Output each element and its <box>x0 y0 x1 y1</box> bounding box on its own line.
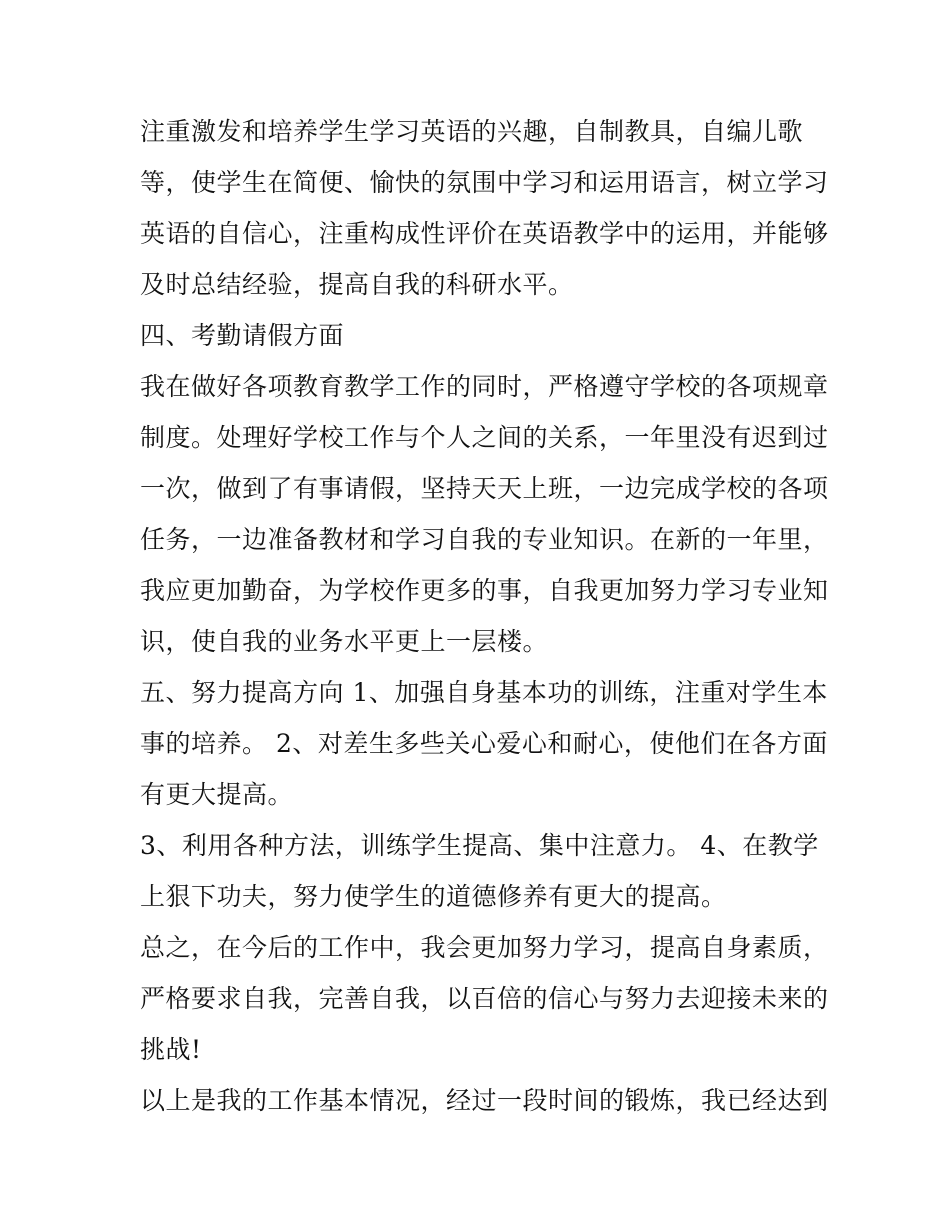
text-line: 总之，在今后的工作中，我会更加努力学习，提高自身素质， <box>140 933 829 962</box>
text-line: 任务，一边准备教材和学习自我的专业知识。在新的一年里， <box>140 525 829 554</box>
text-line: 一次，做到了有事请假，坚持天天上班，一边完成学校的各项 <box>140 474 829 503</box>
text-line: 注重激发和培养学生学习英语的兴趣，自制教具，自编儿歌 <box>140 117 804 146</box>
text-line: 3、利用各种方法，训练学生提高、集中注意力。 4、在教学 <box>140 831 819 860</box>
text-line: 及时总结经验，提高自我的科研水平。 <box>140 270 574 299</box>
text-line: 制度。处理好学校工作与个人之间的关系，一年里没有迟到过 <box>140 423 829 452</box>
text-line: 有更大提高。 <box>140 780 294 809</box>
text-line: 我在做好各项教育教学工作的同时，严格遵守学校的各项规章 <box>140 372 829 401</box>
section-heading: 四、考勤请假方面 <box>140 321 345 350</box>
section-heading: 五、努力提高方向 1、加强自身基本功的训练，注重对学生本 <box>140 678 828 707</box>
text-line: 挑战! <box>140 1035 202 1064</box>
text-line: 等，使学生在简便、愉快的氛围中学习和运用语言，树立学习 <box>140 168 829 197</box>
text-line: 以上是我的工作基本情况，经过一段时间的锻炼，我已经达到 <box>140 1086 829 1115</box>
text-line: 我应更加勤奋，为学校作更多的事，自我更加努力学习专业知 <box>140 576 829 605</box>
text-line: 严格要求自我，完善自我，以百倍的信心与努力去迎接未来的 <box>140 984 829 1013</box>
document-body <box>140 106 829 1126</box>
text-line: 上狠下功夫，努力使学生的道德修养有更大的提高。 <box>140 882 727 911</box>
text-line: 识，使自我的业务水平更上一层楼。 <box>140 627 549 656</box>
text-line: 英语的自信心，注重构成性评价在英语教学中的运用，并能够 <box>140 219 829 248</box>
text-line: 事的培养。 2、对差生多些关心爱心和耐心，使他们在各方面 <box>140 729 828 758</box>
